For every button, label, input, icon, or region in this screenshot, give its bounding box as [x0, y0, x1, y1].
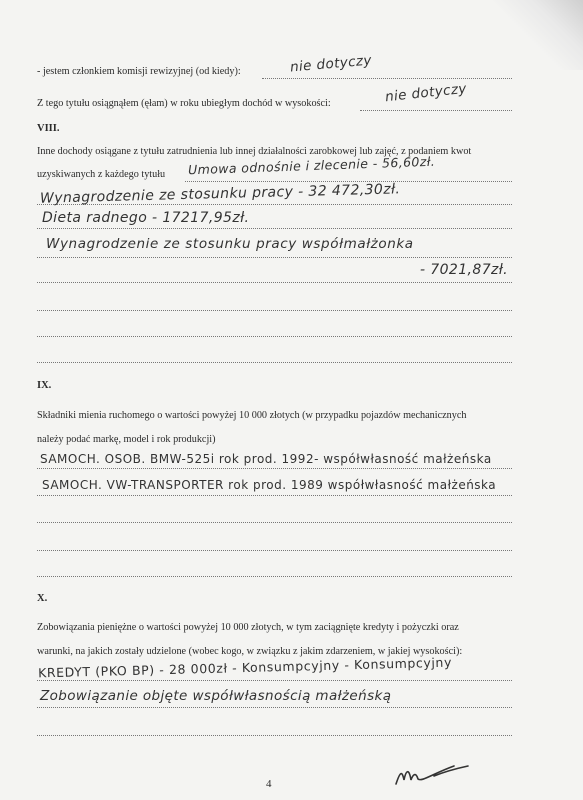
- section-8-entry-2: Wynagrodzenie ze stosunku pracy - 32 472,30zł.: [39, 181, 401, 207]
- section-8-dotted-line: [37, 336, 512, 337]
- section-10-dotted-line: [37, 735, 512, 736]
- section-10-dotted-line: [37, 680, 512, 681]
- section-8-description-line-2: uzyskiwanych z każdego tytułu: [37, 169, 166, 180]
- section-10-description-line-1: Zobowiązania pieniężne o wartości powyżej 10 000 złotych, w tym zaciągnięte kredyty i pożyczki oraz: [37, 622, 459, 633]
- section-9-dotted-line: [37, 550, 512, 551]
- signature-mark: [392, 760, 472, 790]
- section-8-dotted-line: [37, 282, 512, 283]
- section-9-dotted-line: [37, 468, 512, 469]
- section-9-dotted-line: [37, 576, 512, 577]
- membership-dotted-line: [262, 78, 512, 79]
- section-8-entry-4: Wynagrodzenie ze stosunku pracy współmałżonka: [46, 236, 414, 252]
- section-10-heading: X.: [37, 593, 48, 604]
- section-10-dotted-line: [37, 707, 512, 708]
- section-8-description-line-1: Inne dochody osiągane z tytułu zatrudnienia lub innej działalności zarobkowej lub zajęć, z podaniem kwot: [37, 146, 472, 157]
- section-10-description-line-2: warunki, na jakich zostały udzielone (wobec kogo, w związku z jakim zdarzeniem, w jakiej wysokości):: [37, 646, 463, 657]
- section-8-entry-3: Dieta radnego - 17217,95zł.: [42, 210, 250, 226]
- section-9-description-line-2: należy podać markę, model i rok produkcji): [37, 434, 216, 445]
- section-9-entry-2: SAMOCH. VW-TRANSPORTER rok prod. 1989 współwłasność małżeńska: [42, 478, 497, 492]
- section-8-dotted-line: [37, 257, 512, 258]
- section-9-description-line-1: Składniki mienia ruchomego o wartości powyżej 10 000 złotych (w przypadku pojazdów mechanicznych: [37, 410, 467, 421]
- section-10-entry-1: KREDYT (PKO BP) - 28 000zł - Konsumpcyjny - Konsumpcyjny: [37, 654, 453, 681]
- section-8-dotted-line: [37, 228, 512, 229]
- section-8-dotted-line: [37, 362, 512, 363]
- income-answer: nie dotyczy: [384, 80, 468, 106]
- section-9-entry-1: SAMOCH. OSOB. BMW-525i rok prod. 1992- współwłasność małżeńska: [40, 452, 492, 466]
- membership-label: - jestem członkiem komisji rewizyjnej (od kiedy):: [37, 66, 241, 77]
- section-9-heading: IX.: [37, 380, 52, 391]
- section-10-entry-2: Zobowiązanie objęte współwłasnością małżeńską: [40, 688, 392, 704]
- page-number: 4: [266, 778, 272, 790]
- section-9-dotted-line: [37, 522, 512, 523]
- section-8-entry-1: Umowa odnośnie i zlecenie - 56,60zł.: [187, 153, 436, 178]
- folded-corner-shadow: [483, 0, 583, 70]
- section-8-entry-5: - 7021,87zł.: [420, 262, 509, 278]
- income-dotted-line: [360, 110, 512, 111]
- membership-answer: nie dotyczy: [289, 52, 373, 76]
- section-8-dotted-line: [37, 310, 512, 311]
- income-label: Z tego tytułu osiągnąłem (ęłam) w roku ubiegłym dochód w wysokości:: [37, 98, 331, 109]
- section-9-dotted-line: [37, 495, 512, 496]
- section-8-heading: VIII.: [37, 123, 60, 134]
